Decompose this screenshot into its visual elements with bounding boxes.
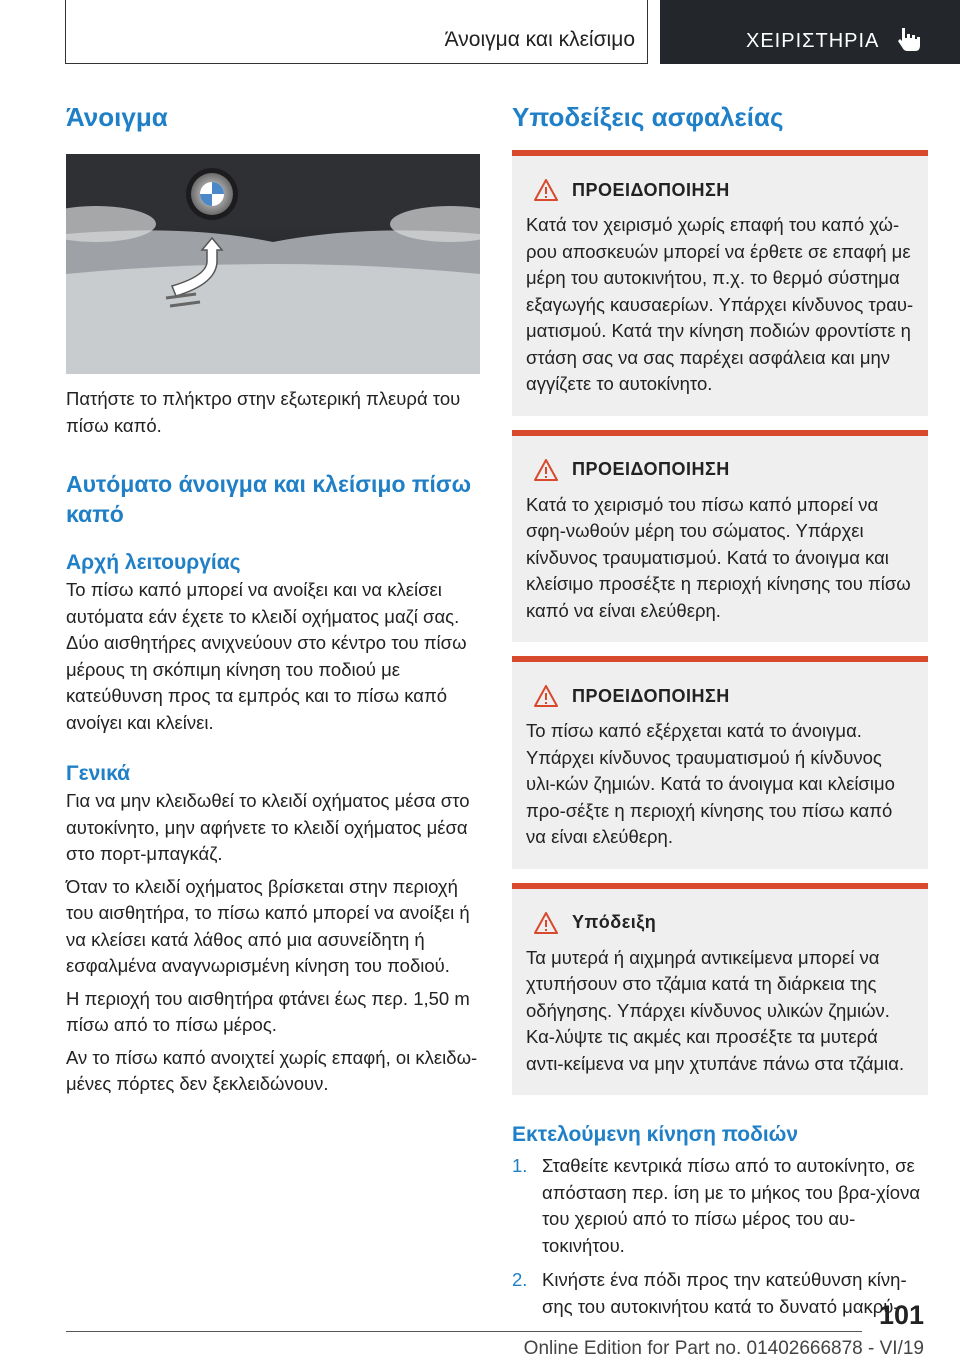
general-paragraph-1: Για να μην κλειδωθεί το κλειδί οχήματος μέσα στο αυτοκίνητο, μην αφήνετε το κλειδί οχήματος μέσα στο πορτ-μπαγκάζ.	[66, 790, 470, 864]
left-column	[66, 100, 480, 1098]
list-item	[512, 1267, 928, 1320]
section-label: ΧΕΙΡΙΣΤΗΡΙΑ	[746, 30, 880, 52]
step-text: Σταθείτε κεντρικά πίσω από το αυτοκίνητο, σε απόσταση περ. ίση με το μήκος του βρα-χίονα του χεριού από το πίσω μέρος του αυ-τοκινήτου.	[542, 1155, 921, 1256]
list-item	[512, 1153, 928, 1259]
warning-triangle-icon	[534, 459, 558, 481]
photo-caption: Πατήστε το πλήκτρο στην εξωτερική πλευρά του πίσω καπό.	[66, 388, 461, 436]
step-number: 2.	[512, 1269, 528, 1290]
principle-text: Το πίσω καπό μπορεί να ανοίξει και να κλείσει αυτόματα εάν έχετε το κλειδί οχήματος μαζί σας. Δύο αισθητήρες ανιχνεύουν στο κέντρο του πίσω μέρους τη σκόπιμη κίνηση του ποδιού με κατεύθυνση προς τα εμπρός και το πίσω καπό ανοίγει και κλείνει.	[66, 579, 467, 733]
warning-text: Το πίσω καπό εξέρχεται κατά το άνοιγμα. Υπάρχει κίνδυνος τραυματισμού ή κίνδυνος υλι-κών ζημιών. Κατά το άνοιγμα και κλείσιμο προ-σέξτε η περιοχή κίνησης του πίσω καπό να είναι ελεύθερη.	[526, 720, 895, 847]
footer-divider	[66, 1331, 862, 1332]
right-column	[512, 100, 928, 1320]
header-section-tab	[660, 0, 960, 64]
heading-opening: Άνοιγμα	[66, 102, 168, 132]
subheading-foot-movement: Εκτελούμενη κίνηση ποδιών	[512, 1123, 799, 1146]
warning-box-2	[512, 430, 928, 643]
subheading-principle: Αρχή λειτουργίας	[66, 551, 241, 574]
general-paragraph-3: Η περιοχή του αισθητήρα φτάνει έως περ. 1,50 m πίσω από το πίσω μέρος.	[66, 987, 470, 1035]
trunk-button-photo	[66, 154, 480, 374]
warning-title: ΠΡΟΕΙΔΟΠΟΙΗΣΗ	[572, 685, 730, 706]
warning-title: ΠΡΟΕΙΔΟΠΟΙΗΣΗ	[572, 459, 730, 479]
hand-pointer-icon	[896, 26, 922, 52]
warning-triangle-icon	[534, 912, 558, 934]
heading-safety: Υποδείξεις ασφαλείας	[512, 102, 784, 132]
notice-text: Τα μυτερά ή αιχμηρά αντικείμενα μπορεί να χτυπήσουν στο τζάμια κατά τη διάρκεια της οδήγησης. Υπάρχει κίνδυνος υλικών ζημιών. Κα-λύψτε τις ακμές και προσέξτε τα μυτερά αντι-κείμενα να μην χτυπάνε πάνω στα τζάμια.	[526, 946, 905, 1074]
general-paragraph-4: Αν το πίσω καπό ανοιχτεί χωρίς επαφή, οι κλειδω-μένες πόρτες δεν ξεκλειδώνουν.	[66, 1046, 478, 1094]
warning-triangle-icon	[534, 685, 558, 707]
step-number: 1.	[512, 1155, 528, 1176]
warning-box-1	[512, 150, 928, 416]
warning-text: Κατά το χειρισμό του πίσω καπό μπορεί να σφη-νωθούν μέρη του σώματος. Υπάρχει κίνδυνος τραυματισμού. Κατά το άνοιγμα και κλείσιμο προσέξτε η περιοχή κίνησης του πίσω καπό να είναι ελεύθερη.	[526, 493, 911, 621]
edition-note: Online Edition for Part no. 01402666878 - VI/19	[523, 1338, 924, 1359]
step-text: Κινήστε ένα πόδι προς την κατεύθυνση κίνη-σης του αυτοκινήτου κατά το δυνατό μακρύ-	[542, 1269, 907, 1317]
notice-box	[512, 883, 928, 1096]
notice-title: Υπόδειξη	[572, 912, 657, 932]
page-number: 101	[878, 1300, 924, 1330]
heading-auto-open-close: Αυτόματο άνοιγμα και κλείσιμο πίσω καπό	[66, 471, 472, 527]
general-paragraph-2: Όταν το κλειδί οχήματος βρίσκεται στην περιοχή του αισθητήρα, το πίσω καπό μπορεί να ανοίξει ή να κλείσει κατά λάθος από μια ασυνείδητη ή εσφαλμένα αναγνωρισμένη κίνηση του ποδιού.	[66, 875, 470, 976]
header-chapter-box	[65, 0, 648, 64]
warning-text: Κατά τον χειρισμό χωρίς επαφή του καπό χώ-ρου αποσκευών μπορεί να έρθετε σε επαφή με μέρη του αυτοκινήτου, π.χ. το θερμό σύστημα εξαγωγής καυσαερίων. Υπάρχει κίνδυνος τραυ-ματισμού. Κατά την κίνηση ποδιών φροντίστε η στάση σας να σας παρέχει ασφάλεια και μην αγγίζετε το αυτοκίνητο.	[526, 214, 914, 394]
chapter-title: Άνοιγμα και κλείσιμο	[444, 28, 635, 51]
warning-triangle-icon	[534, 179, 558, 201]
subheading-general: Γενικά	[66, 762, 131, 785]
warning-title: ΠΡΟΕΙΔΟΠΟΙΗΣΗ	[572, 179, 730, 200]
warning-box-3	[512, 656, 928, 869]
